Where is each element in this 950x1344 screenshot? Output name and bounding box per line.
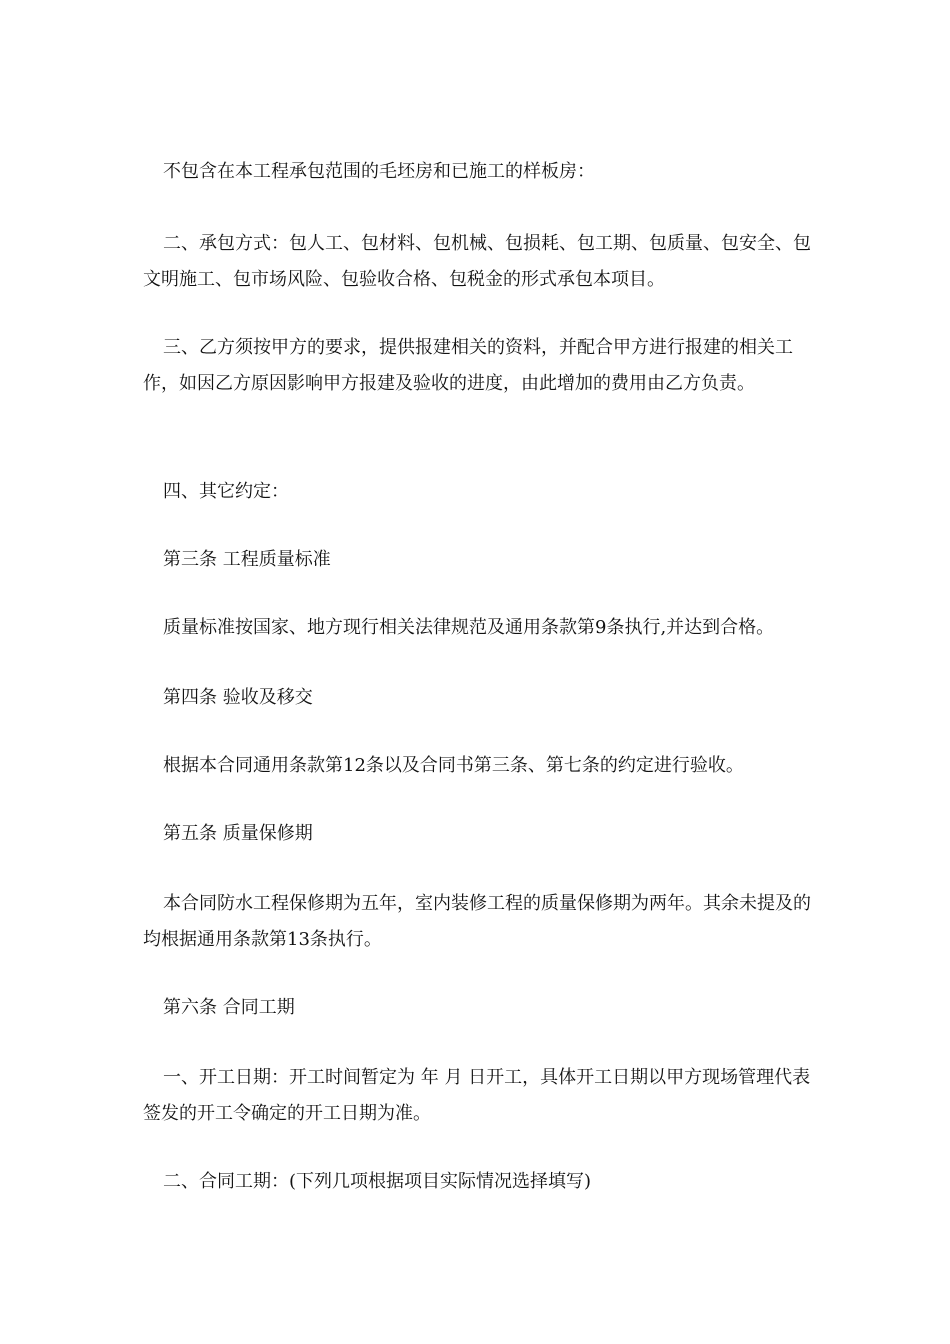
paragraph-quality-standard: 质量标准按国家、地方现行相关法律规范及通用条款第9条执行,并达到合格。 xyxy=(163,617,775,638)
paragraph-acceptance: 根据本合同通用条款第12条以及合同书第三条、第七条的约定进行验收。 xyxy=(163,755,744,776)
paragraph-permit-materials: 三、乙方须按甲方的要求，提供报建相关的资料，并配合甲方进行报建的相关工作，如因乙方原因影响甲方报建及验收的进度，由此增加的费用由乙方负责。 xyxy=(143,337,793,394)
heading-article-5: 第五条 质量保修期 xyxy=(163,823,313,844)
paragraph-other-agreements: 四、其它约定： xyxy=(163,481,289,502)
paragraph-excluded-scope: 不包含在本工程承包范围的毛坯房和已施工的样板房： xyxy=(163,161,595,182)
heading-article-4: 第四条 验收及移交 xyxy=(163,687,313,708)
paragraph-contract-method: 二、承包方式：包人工、包材料、包机械、包损耗、包工期、包质量、包安全、包文明施工、包市场风险、包验收合格、包税金的形式承包本项目。 xyxy=(143,233,811,290)
paragraph-start-date: 一、开工日期：开工时间暂定为 年 月 日开工，具体开工日期以甲方现场管理代表签发的开工令确定的开工日期为准。 xyxy=(143,1067,811,1124)
paragraph-contract-duration: 二、合同工期：(下列几项根据项目实际情况选择填写) xyxy=(163,1171,592,1192)
paragraph-warranty-period: 本合同防水工程保修期为五年，室内装修工程的质量保修期为两年。其余未提及的均根据通用条款第13条执行。 xyxy=(143,893,811,950)
heading-article-3: 第三条 工程质量标准 xyxy=(163,549,331,570)
heading-article-6: 第六条 合同工期 xyxy=(163,997,295,1018)
